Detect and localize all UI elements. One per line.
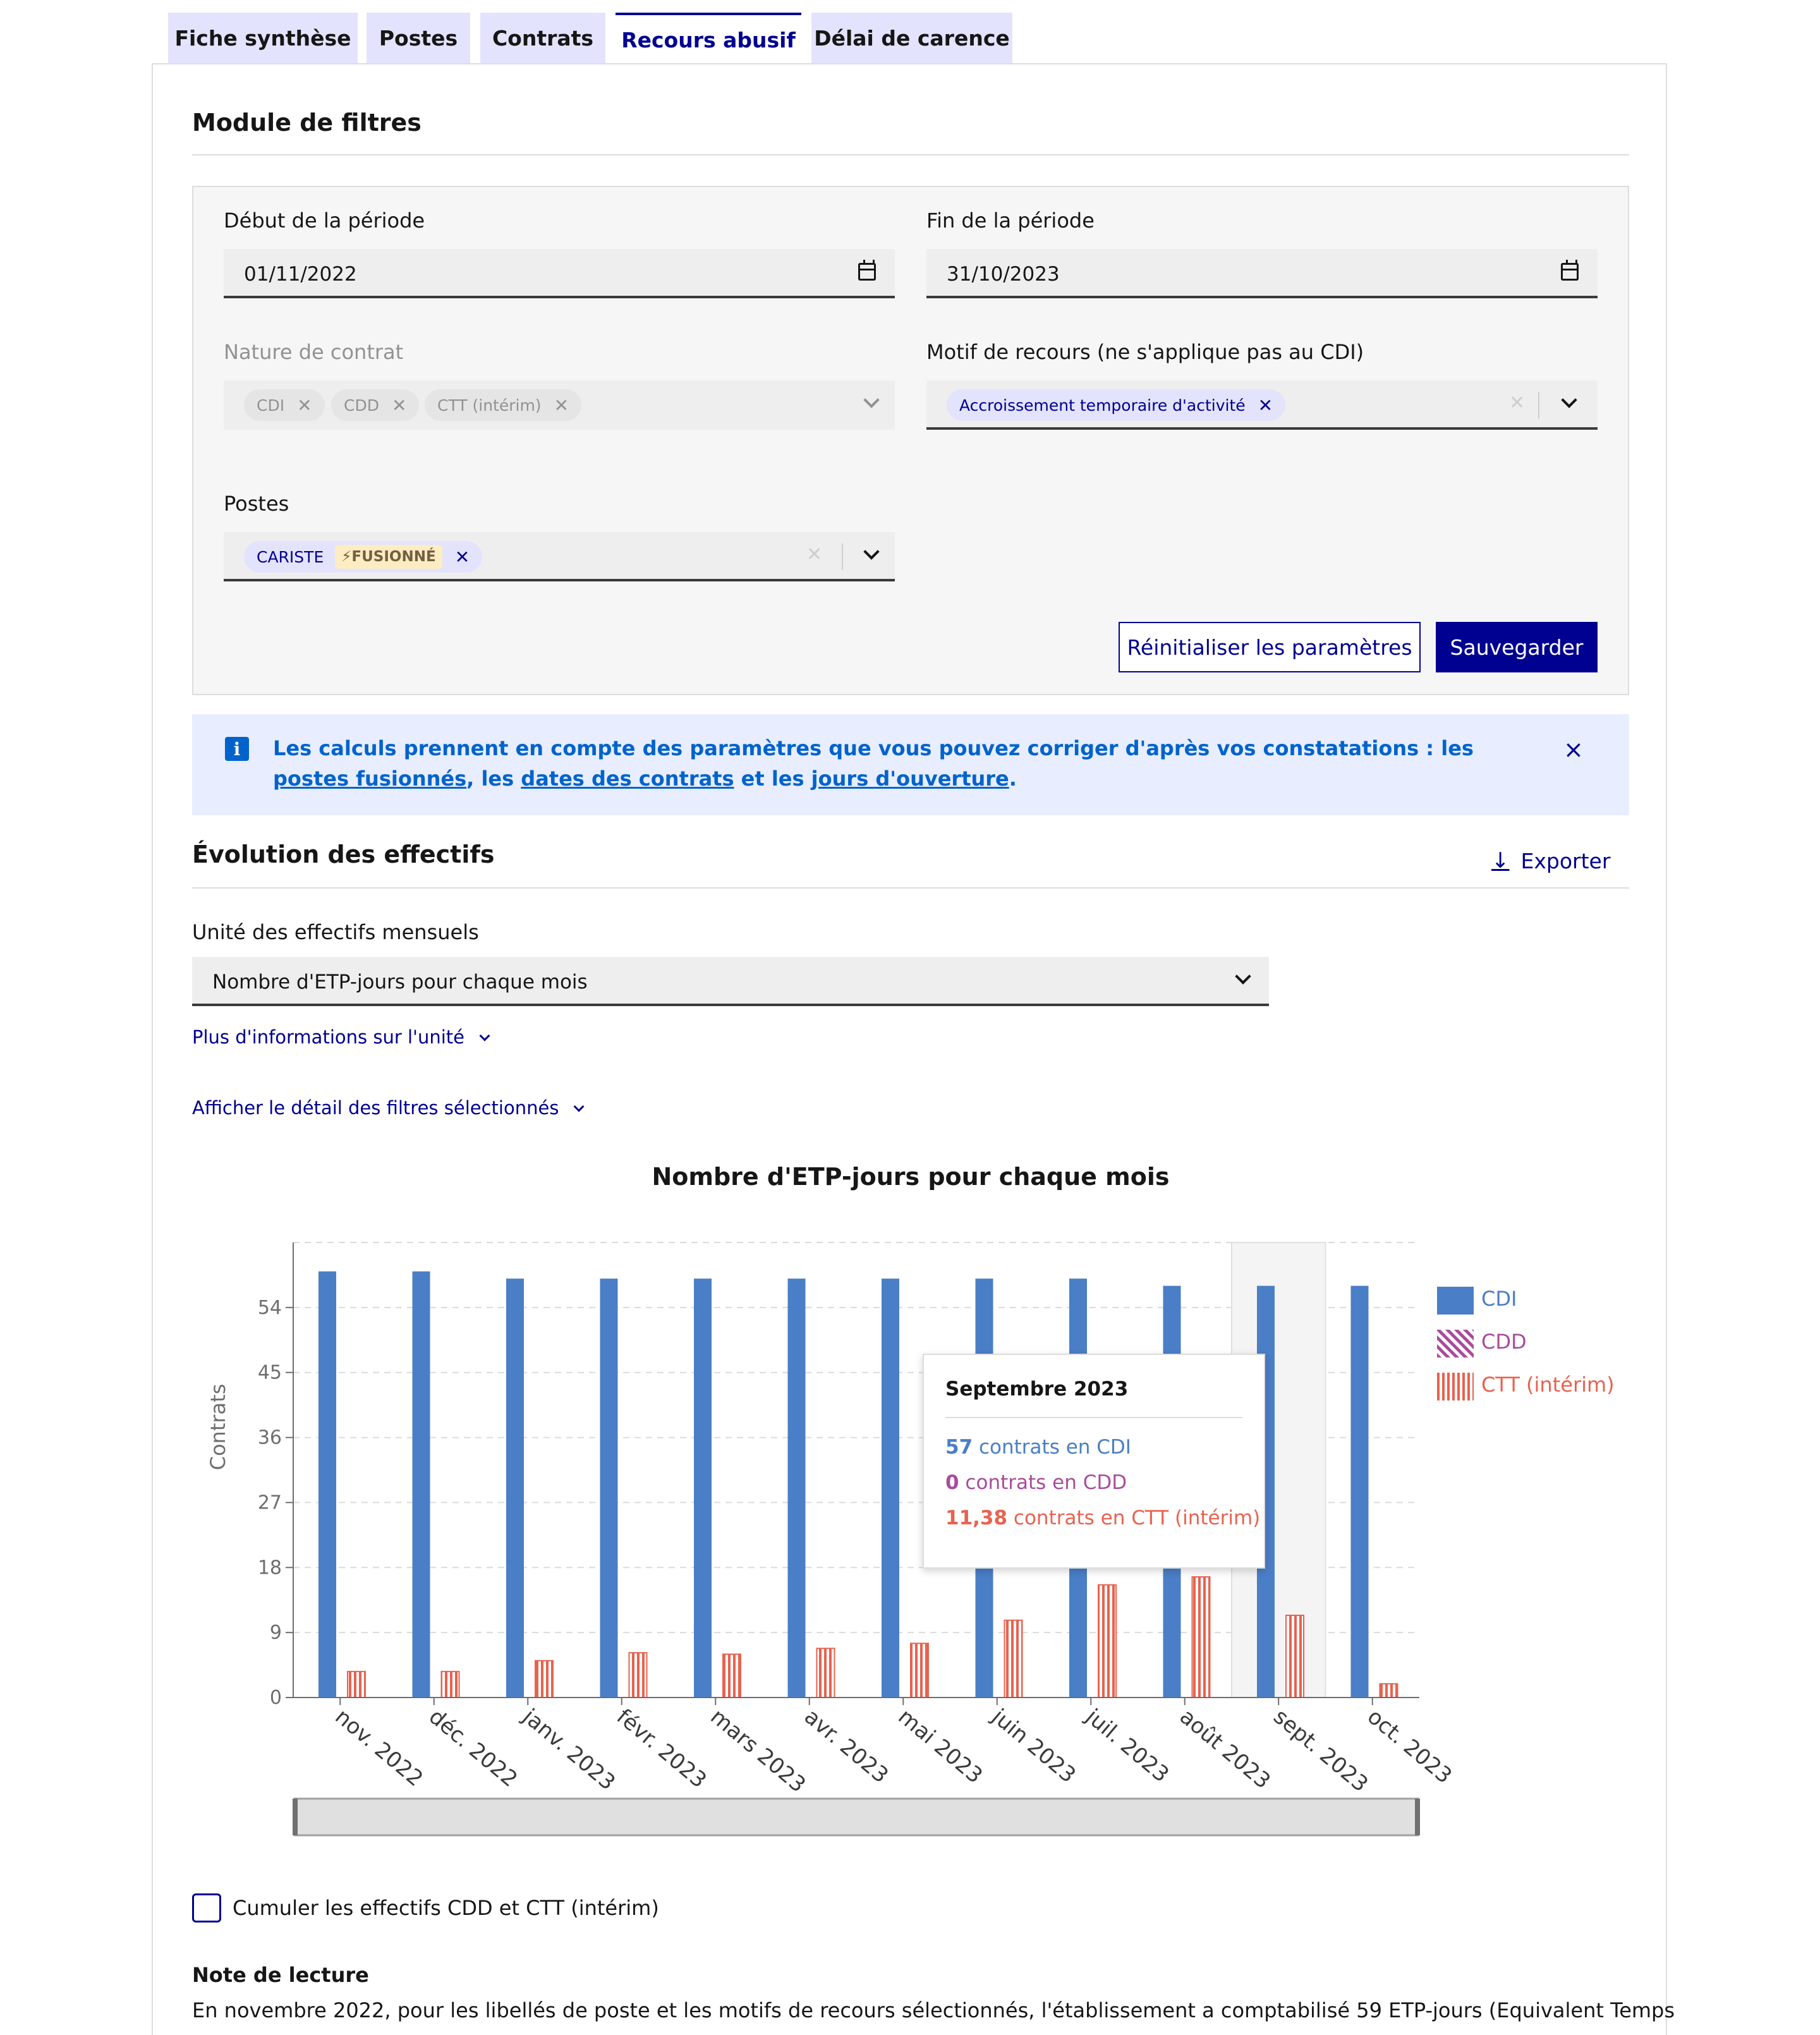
tooltip-cdi-text: contrats en CDI	[973, 1436, 1131, 1459]
bar-ctt[interactable]	[817, 1648, 835, 1698]
cumulate-label[interactable]: Cumuler les effectifs CDD et CTT (intérim)	[233, 1896, 659, 1920]
bar-cdi[interactable]	[506, 1279, 524, 1698]
info-icon: i	[225, 737, 249, 761]
bar-ctt[interactable]	[723, 1654, 741, 1698]
notice-text-part: Les calculs prennent en compte des paramètres que vous pouvez corriger d'après vos constatations : les	[273, 736, 1474, 760]
filters-detail-label: Afficher le détail des filtres sélectionnés	[192, 1097, 559, 1119]
clear-icon[interactable]: ✕	[806, 544, 823, 566]
notice-text-part: , les	[466, 767, 521, 791]
close-icon[interactable]: ×	[1563, 736, 1584, 763]
link-jours-ouverture[interactable]: jours d'ouverture	[811, 767, 1009, 791]
bar-cdi[interactable]	[1351, 1286, 1369, 1698]
close-icon[interactable]: ✕	[454, 546, 470, 568]
close-icon: ✕	[297, 394, 312, 416]
legend-swatch-cdd	[1437, 1330, 1474, 1358]
chart-scrollbar[interactable]	[294, 1799, 1418, 1835]
tab-recours-abusif[interactable]: Recours abusif	[616, 13, 801, 64]
y-tick-label: 9	[269, 1622, 282, 1644]
bar-ctt[interactable]	[911, 1643, 928, 1698]
y-tick-label: 0	[269, 1687, 282, 1709]
x-tick-label: mai 2023	[893, 1704, 988, 1789]
tooltip-cdd-text: contrats en CDD	[959, 1471, 1127, 1494]
unit-label: Unité des effectifs mensuels	[192, 920, 479, 944]
legend-ctt[interactable]: CTT (intérim)	[1481, 1373, 1615, 1397]
y-tick-label: 54	[257, 1296, 282, 1319]
motif-label: Motif de recours (ne s'applique pas au CDI)	[926, 340, 1364, 364]
bar-cdi[interactable]	[318, 1272, 336, 1698]
bar-ctt[interactable]	[629, 1653, 647, 1698]
note-title: Note de lecture	[192, 1963, 369, 1987]
reset-button[interactable]: Réinitialiser les paramètres	[1119, 622, 1421, 672]
x-tick-label: juil. 2023	[1081, 1704, 1174, 1788]
cumulate-checkbox[interactable]	[192, 1893, 221, 1923]
scrollbar-handle-right[interactable]	[1415, 1799, 1420, 1835]
link-dates-contrats[interactable]: dates des contrats	[521, 767, 734, 791]
y-tick-label: 36	[257, 1426, 282, 1449]
legend-swatch-cdi	[1437, 1287, 1474, 1315]
fusion-badge-label: FUSIONNÉ	[351, 549, 436, 565]
chip-label: Accroissement temporaire d'activité	[959, 396, 1246, 415]
tooltip-cdd	[945, 1471, 1127, 1494]
bar-ctt[interactable]	[348, 1672, 365, 1698]
bar-cdi[interactable]	[694, 1279, 712, 1698]
chip-label: CTT (intérim)	[437, 396, 542, 415]
x-tick-label: avr. 2023	[799, 1704, 894, 1789]
chart-tooltip	[923, 1354, 1265, 1569]
tooltip-cdi-value: 57	[945, 1436, 973, 1459]
start-date-value: 01/11/2022	[244, 263, 357, 286]
end-date-value: 31/10/2023	[947, 263, 1060, 286]
x-tick-label: juin 2023	[986, 1704, 1081, 1789]
x-tick-label: oct. 2023	[1362, 1704, 1457, 1789]
evolution-title: Évolution des effectifs	[192, 841, 495, 868]
more-info-label: Plus d'informations sur l'unité	[192, 1026, 465, 1048]
bar-ctt[interactable]	[1286, 1615, 1304, 1698]
legend-cdi[interactable]: CDI	[1481, 1287, 1517, 1311]
note-text: En novembre 2022, pour les libellés de poste et les motifs de recours sélectionnés, l'établissement a comptabilisé 59 ETP-jours (Equivalent Temps	[192, 1998, 1675, 2022]
scrollbar-handle-left[interactable]	[293, 1799, 298, 1835]
bar-cdi[interactable]	[413, 1272, 430, 1698]
x-tick-label: sept. 2023	[1268, 1704, 1373, 1797]
tooltip-cdd-value: 0	[945, 1471, 959, 1494]
y-tick-label: 18	[257, 1557, 282, 1579]
download-icon: ↓	[1491, 848, 1510, 873]
notice-text-part: et les	[734, 767, 811, 791]
contract-type-label: Nature de contrat	[224, 340, 404, 364]
tooltip-title: Septembre 2023	[945, 1378, 1129, 1400]
unit-select-value: Nombre d'ETP-jours pour chaque mois	[212, 971, 588, 993]
y-axis-label: Contrats	[206, 1383, 230, 1471]
x-tick-label: mars 2023	[705, 1704, 811, 1798]
bar-cdi[interactable]	[788, 1279, 806, 1698]
close-icon: ✕	[554, 394, 569, 416]
tab-contrats[interactable]: Contrats	[480, 13, 605, 63]
divider	[945, 1417, 1242, 1418]
close-icon: ✕	[391, 394, 407, 416]
legend-swatch-ctt	[1437, 1373, 1474, 1400]
x-tick-label: nov. 2022	[330, 1704, 428, 1792]
x-tick-label: août 2023	[1174, 1704, 1275, 1794]
notice-text-part: .	[1009, 767, 1017, 791]
filters-title: Module de filtres	[192, 109, 422, 137]
bar-cdi[interactable]	[600, 1279, 618, 1698]
start-date-label: Début de la période	[224, 209, 425, 233]
tooltip-ctt	[945, 1507, 1260, 1529]
bar-ctt[interactable]	[442, 1672, 459, 1698]
x-tick-label: déc. 2022	[423, 1704, 523, 1792]
y-tick-label: 45	[257, 1361, 282, 1384]
postes-label: Postes	[224, 492, 289, 516]
bar-ctt[interactable]	[1192, 1577, 1210, 1698]
bar-ctt[interactable]	[1380, 1684, 1398, 1698]
export-label: Exporter	[1520, 848, 1611, 873]
bar-cdi[interactable]	[882, 1279, 899, 1698]
end-date-label: Fin de la période	[926, 209, 1095, 233]
chart-title: Nombre d'ETP-jours pour chaque mois	[652, 1163, 1170, 1191]
chip-label: CARISTE	[257, 547, 324, 566]
tooltip-ctt-value: 11,38	[945, 1507, 1008, 1529]
clear-icon[interactable]: ✕	[1509, 392, 1526, 414]
tab-fiche-synthese[interactable]: Fiche synthèse	[168, 13, 358, 63]
save-button[interactable]: Sauvegarder	[1436, 622, 1598, 672]
tab-postes[interactable]: Postes	[367, 13, 470, 63]
chip-label: CDD	[344, 396, 379, 415]
bar-ctt[interactable]	[1005, 1620, 1022, 1698]
x-tick-label: janv. 2023	[518, 1704, 621, 1795]
lightning-icon: ⚡	[341, 549, 352, 565]
bar-ctt[interactable]	[535, 1661, 553, 1698]
legend-cdd[interactable]: CDD	[1481, 1330, 1527, 1354]
close-icon[interactable]: ✕	[1258, 394, 1273, 416]
chip-label: CDI	[257, 396, 285, 415]
link-postes-fusionnes[interactable]: postes fusionnés	[273, 767, 467, 791]
tab-delai-de-carence[interactable]: Délai de carence	[811, 13, 1012, 63]
y-tick-label: 27	[257, 1491, 282, 1514]
tooltip-cdi	[945, 1436, 1131, 1459]
bar-ctt[interactable]	[1098, 1585, 1116, 1698]
x-tick-label: févr. 2023	[611, 1704, 712, 1794]
tooltip-ctt-text: contrats en CTT (intérim)	[1007, 1507, 1261, 1529]
